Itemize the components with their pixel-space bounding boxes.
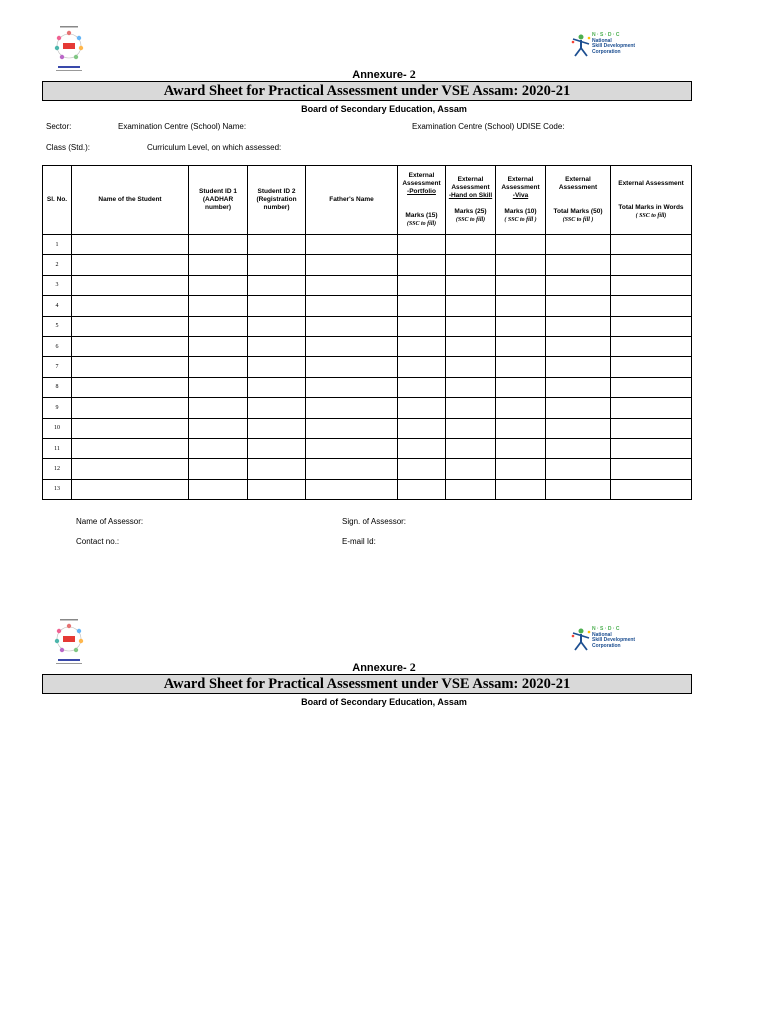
table-row (43, 418, 692, 438)
row-number: 2 (43, 255, 72, 275)
annexure-heading (0, 67, 768, 82)
table-cell[interactable] (189, 357, 248, 377)
table-cell[interactable] (546, 418, 611, 438)
annexure-label: Annexure- (352, 69, 407, 81)
table-cell[interactable] (496, 438, 546, 458)
nsdc-line1: N · S · D · C (592, 32, 620, 38)
table-cell[interactable] (398, 479, 446, 499)
table-cell[interactable] (248, 377, 306, 397)
annexure-label-2: Annexure- (352, 662, 407, 674)
table-row (43, 398, 692, 418)
table-cell[interactable] (496, 255, 546, 275)
table-cell[interactable] (611, 377, 692, 397)
table-cell[interactable] (546, 398, 611, 418)
table-cell[interactable] (611, 275, 692, 295)
table-cell[interactable] (398, 418, 446, 438)
table-cell[interactable] (72, 357, 189, 377)
col-portfolio (398, 166, 446, 235)
row-number: 5 (43, 316, 72, 336)
table-cell[interactable] (546, 275, 611, 295)
table-cell[interactable] (248, 255, 306, 275)
nsdc-line3: Skill Development (592, 43, 636, 49)
table-cell[interactable] (398, 336, 446, 356)
total-top: External Assessment (558, 176, 598, 191)
class-label: Class (Std.): (46, 143, 91, 152)
sector-label: Sector: (46, 122, 72, 131)
portfolio-note: (SSC to fill) (406, 221, 437, 227)
table-row (43, 255, 692, 275)
annexure-number-2: 2 (409, 660, 416, 674)
row-number: 10 (43, 418, 72, 438)
row-number: 3 (43, 275, 72, 295)
table-cell[interactable] (248, 275, 306, 295)
table-row (43, 459, 692, 479)
nsdc-line1-2: N · S · D · C (592, 626, 620, 632)
table-cell[interactable] (446, 459, 496, 479)
skill-sub: -Hand on Skill (448, 192, 493, 199)
table-cell[interactable] (611, 255, 692, 275)
table-cell[interactable] (306, 296, 398, 316)
table-row (43, 336, 692, 356)
table-row (43, 235, 692, 255)
viva-note: ( SSC to fill ) (504, 217, 537, 223)
nsdc-line2-2: National (592, 631, 612, 638)
row-number: 4 (43, 296, 72, 316)
table-cell[interactable] (306, 459, 398, 479)
table-cell[interactable] (398, 459, 446, 479)
assessor-sign-label: Sign. of Assessor: (342, 517, 407, 526)
nsdc-line3-2: Skill Development (592, 637, 636, 643)
words-note: ( SSC to fill) (635, 213, 667, 219)
table-cell[interactable] (72, 398, 189, 418)
table-cell[interactable] (446, 275, 496, 295)
table-cell[interactable] (189, 459, 248, 479)
table-cell[interactable] (398, 296, 446, 316)
table-cell[interactable] (496, 296, 546, 316)
row-number: 7 (43, 357, 72, 377)
table-cell[interactable] (446, 235, 496, 255)
table-cell[interactable] (398, 398, 446, 418)
table-cell[interactable] (189, 275, 248, 295)
table-cell[interactable] (189, 398, 248, 418)
total-note: (SSC to fill ) (562, 217, 594, 223)
table-cell[interactable] (189, 296, 248, 316)
award-sheet-table (42, 165, 692, 500)
table-cell[interactable] (611, 418, 692, 438)
portfolio-marks: Marks (15) (405, 212, 438, 219)
row-number: 9 (43, 398, 72, 418)
skill-marks: Marks (25) (454, 208, 487, 215)
table-cell[interactable] (189, 377, 248, 397)
table-cell[interactable] (546, 336, 611, 356)
table-cell[interactable] (611, 357, 692, 377)
table-cell[interactable] (248, 336, 306, 356)
nsdc-line4: Corporation (592, 48, 621, 55)
table-cell[interactable] (446, 357, 496, 377)
nsdc-line2: National (592, 37, 612, 44)
table-cell[interactable] (189, 418, 248, 438)
award-sheet-body (43, 235, 692, 500)
nsdc-figure-icon (570, 33, 592, 57)
table-cell[interactable] (248, 479, 306, 499)
table-cell[interactable] (72, 377, 189, 397)
table-cell[interactable] (248, 438, 306, 458)
row-number: 13 (43, 479, 72, 499)
award-sheet-title-2: Award Sheet for Practical Assessment under VSE Assam: 2020-21 (42, 674, 692, 694)
table-cell[interactable] (496, 316, 546, 336)
skill-top: External Assessment (451, 176, 490, 191)
table-cell[interactable] (72, 255, 189, 275)
table-cell[interactable] (546, 357, 611, 377)
table-cell[interactable] (546, 479, 611, 499)
table-cell[interactable] (72, 418, 189, 438)
table-cell[interactable] (248, 418, 306, 438)
portfolio-sub: -Portfolio (407, 188, 436, 195)
col-viva (496, 166, 546, 235)
award-sheet-title: Award Sheet for Practical Assessment under VSE Assam: 2020-21 (42, 81, 692, 101)
col-student-id2: Student ID 2 (Registration number) (248, 166, 306, 235)
table-cell[interactable] (398, 357, 446, 377)
table-cell[interactable] (306, 357, 398, 377)
table-cell[interactable] (446, 377, 496, 397)
table-row (43, 479, 692, 499)
board-name-2: Board of Secondary Education, Assam (301, 697, 467, 707)
table-cell[interactable] (496, 418, 546, 438)
table-cell[interactable] (446, 479, 496, 499)
table-cell[interactable] (189, 479, 248, 499)
viva-top: External Assessment (501, 176, 540, 191)
table-cell[interactable] (611, 398, 692, 418)
skill-note: (SSC to fill) (455, 217, 486, 223)
table-cell[interactable] (306, 336, 398, 356)
table-cell[interactable] (72, 438, 189, 458)
table-cell[interactable] (496, 398, 546, 418)
table-cell[interactable] (398, 377, 446, 397)
viva-sub: -Viva (512, 192, 529, 199)
table-cell[interactable] (248, 459, 306, 479)
table-cell[interactable] (398, 316, 446, 336)
table-cell[interactable] (306, 418, 398, 438)
exam-centre-name-label: Examination Centre (School) Name: (118, 122, 247, 131)
col-father-name: Father's Name (306, 166, 398, 235)
nsdc-figure-icon-2 (570, 627, 592, 651)
table-cell[interactable] (398, 255, 446, 275)
col-student-id1: Student ID 1 (AADHAR number) (189, 166, 248, 235)
table-cell[interactable] (306, 438, 398, 458)
assessor-name-label: Name of Assessor: (76, 517, 144, 526)
portfolio-top: External Assessment (402, 172, 441, 187)
table-cell[interactable] (446, 296, 496, 316)
table-cell[interactable] (306, 235, 398, 255)
table-cell[interactable] (611, 235, 692, 255)
nsdc-logo (570, 33, 640, 59)
table-cell[interactable] (248, 296, 306, 316)
contact-label: Contact no.: (76, 537, 120, 546)
table-cell[interactable] (72, 316, 189, 336)
table-row (43, 275, 692, 295)
col-hand-on-skill (446, 166, 496, 235)
table-cell[interactable] (546, 255, 611, 275)
viva-marks: Marks (10) (504, 208, 537, 215)
table-cell[interactable] (496, 235, 546, 255)
annexure-heading-2 (0, 660, 768, 675)
table-cell[interactable] (189, 235, 248, 255)
table-cell[interactable] (72, 296, 189, 316)
words-top: External Assessment (618, 180, 684, 187)
table-cell[interactable] (398, 235, 446, 255)
table-cell[interactable] (546, 377, 611, 397)
table-cell[interactable] (306, 398, 398, 418)
table-cell[interactable] (398, 438, 446, 458)
table-cell[interactable] (446, 336, 496, 356)
row-number: 12 (43, 459, 72, 479)
table-cell[interactable] (189, 255, 248, 275)
words-marks: Total Marks in Words (618, 204, 684, 211)
table-cell[interactable] (546, 296, 611, 316)
row-number: 8 (43, 377, 72, 397)
col-sl-no: Sl. No. (43, 166, 72, 235)
table-cell[interactable] (189, 336, 248, 356)
col-total-marks (546, 166, 611, 235)
nsdc-line4-2: Corporation (592, 642, 621, 649)
table-cell[interactable] (496, 459, 546, 479)
table-cell[interactable] (496, 336, 546, 356)
table-cell[interactable] (72, 336, 189, 356)
table-cell[interactable] (496, 479, 546, 499)
table-cell[interactable] (248, 235, 306, 255)
table-cell[interactable] (72, 275, 189, 295)
table-cell[interactable] (611, 336, 692, 356)
table-cell[interactable] (72, 235, 189, 255)
table-cell[interactable] (398, 275, 446, 295)
table-row (43, 316, 692, 336)
table-cell[interactable] (546, 235, 611, 255)
annexure-number: 2 (409, 67, 416, 81)
table-cell[interactable] (496, 357, 546, 377)
table-cell[interactable] (306, 275, 398, 295)
table-cell[interactable] (72, 479, 189, 499)
table-cell[interactable] (446, 418, 496, 438)
table-cell[interactable] (189, 316, 248, 336)
table-cell[interactable] (306, 479, 398, 499)
row-number: 11 (43, 438, 72, 458)
curriculum-level-label: Curriculum Level, on which assessed: (147, 143, 282, 152)
nsdc-logo-2 (570, 627, 640, 653)
table-cell[interactable] (611, 479, 692, 499)
table-cell[interactable] (446, 255, 496, 275)
table-cell[interactable] (446, 438, 496, 458)
table-cell[interactable] (611, 438, 692, 458)
table-cell[interactable] (446, 398, 496, 418)
table-cell[interactable] (248, 398, 306, 418)
table-cell[interactable] (611, 316, 692, 336)
table-header-row (43, 166, 692, 235)
table-cell[interactable] (546, 459, 611, 479)
email-label: E-mail Id: (342, 537, 376, 546)
table-cell[interactable] (446, 316, 496, 336)
table-cell[interactable] (611, 459, 692, 479)
table-row (43, 377, 692, 397)
table-cell[interactable] (546, 316, 611, 336)
table-cell[interactable] (72, 459, 189, 479)
board-name: Board of Secondary Education, Assam (301, 104, 467, 114)
table-cell[interactable] (496, 275, 546, 295)
table-cell[interactable] (189, 438, 248, 458)
total-marks: Total Marks (50) (553, 208, 603, 215)
row-number: 1 (43, 235, 72, 255)
table-cell[interactable] (306, 255, 398, 275)
table-cell[interactable] (306, 377, 398, 397)
table-cell[interactable] (248, 316, 306, 336)
table-cell[interactable] (546, 438, 611, 458)
table-row (43, 357, 692, 377)
exam-centre-udise-label: Examination Centre (School) UDISE Code: (412, 122, 565, 131)
col-marks-in-words (611, 166, 692, 235)
table-cell[interactable] (496, 377, 546, 397)
table-cell[interactable] (248, 357, 306, 377)
table-row (43, 438, 692, 458)
col-student-name: Name of the Student (72, 166, 189, 235)
table-cell[interactable] (611, 296, 692, 316)
table-row (43, 296, 692, 316)
table-cell[interactable] (306, 316, 398, 336)
row-number: 6 (43, 336, 72, 356)
